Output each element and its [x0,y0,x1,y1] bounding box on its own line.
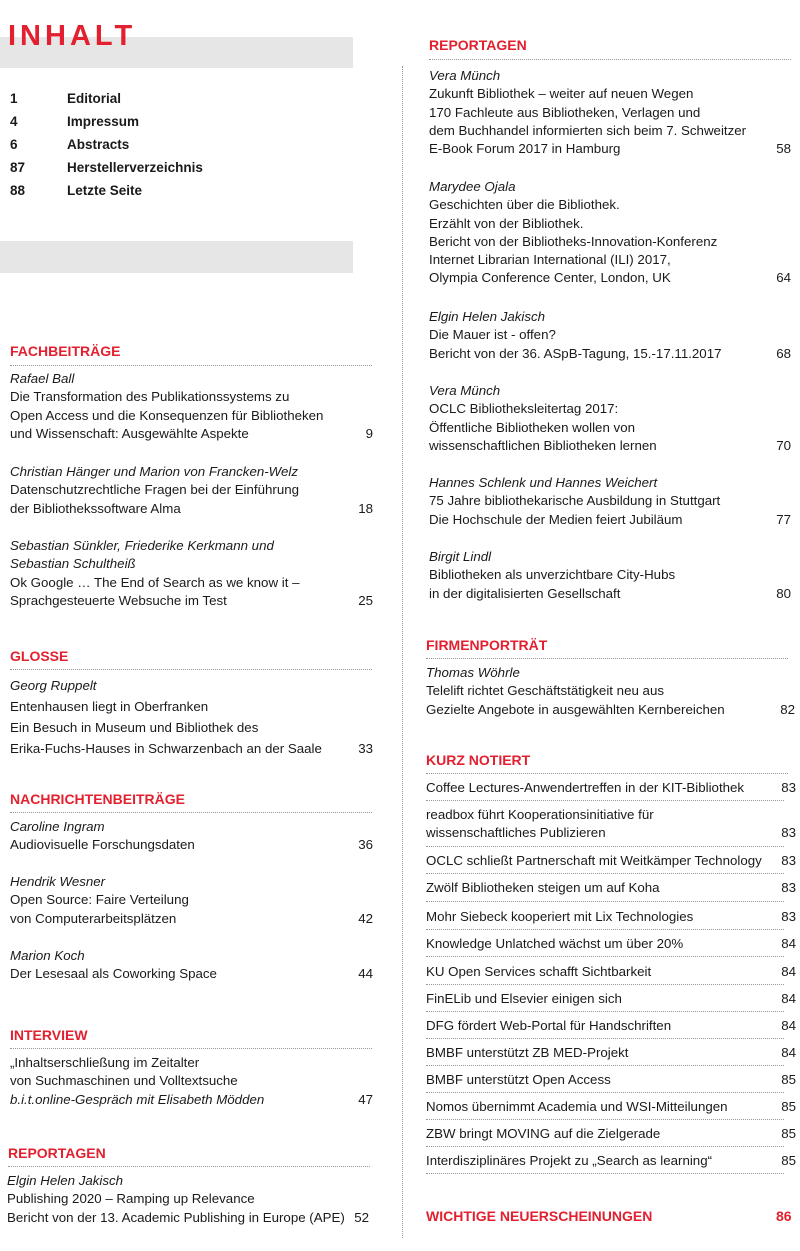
entry-title-line: von Computerarbeitsplätzen [10,910,177,926]
entry-title-line: 75 Jahre bibliothekarische Ausbildung in Stuttgart [429,493,721,509]
section-rule [10,1048,372,1049]
entry-title-line: Ein Besuch in Museum und Bibliothek des [10,720,259,735]
entry-page-number: 42 [358,910,373,926]
editorial-title: Impressum [67,114,140,129]
entry-title-line: Öffentliche Bibliotheken wollen von [429,419,635,435]
entry-author: Hannes Schlenk und Hannes Weichert [429,475,658,490]
entry-page-number: 9 [365,425,373,441]
section-heading-glosse: GLOSSE [10,648,69,664]
news-item-title: OCLC schließt Partnerschaft mit Weitkämper Technology [426,853,762,868]
entry-title-line: Erzählt von der Bibliothek. [429,215,584,231]
entry-title-line: von Suchmaschinen und Volltextsuche [10,1073,238,1089]
entry-author: Thomas Wöhrle [426,665,520,680]
toc-entry[interactable] [7,1172,369,1227]
section-heading-reportagen-left: REPORTAGEN [8,1145,106,1161]
editorial-item[interactable] [10,179,310,202]
item-rule [426,1173,784,1174]
news-item-title: Mohr Siebeck kooperiert mit Lix Technologies [426,909,694,924]
news-item-title: Nomos übernimmt Academia und WSI-Mitteilungen [426,1099,728,1114]
toc-entry[interactable] [10,1054,373,1109]
entry-page-number: 44 [358,966,373,982]
editorial-item[interactable] [10,87,310,110]
entry-page-number: 36 [358,837,373,853]
editorial-item[interactable] [10,133,310,156]
item-rule [426,1038,784,1039]
entry-title-line: Open Access und die Konsequenzen für Bibliotheken [10,407,324,423]
section-rule [10,812,372,813]
entry-title-line: E-Book Forum 2017 in Hamburg [429,141,621,157]
news-item-page: 83 [781,780,796,795]
item-rule [426,1119,784,1120]
entry-author: Rafael Ball [10,371,75,386]
entry-page-number: 64 [776,270,791,286]
news-item-title: FinELib und Elsevier einigen sich [426,991,622,1006]
editorial-page: 4 [10,114,18,129]
entry-author: Sebastian Schultheiß [10,556,136,572]
toc-entry[interactable] [10,463,373,518]
section-rule [8,1166,370,1167]
item-rule [426,956,784,957]
section-heading-nachrichten: NACHRICHTENBEITRÄGE [10,791,185,807]
toc-entry[interactable] [10,818,373,855]
section-rule [426,658,788,659]
entry-page-number: 80 [776,585,791,601]
entry-title-line: der Bibliothekssoftware Alma [10,500,181,516]
news-item[interactable] [426,1017,796,1035]
entry-title-line: „Inhaltserschließung im Zeitalter [10,1055,200,1070]
entry-author: Elgin Helen Jakisch [429,309,546,324]
news-item-page: 84 [781,1018,796,1033]
entry-author: Marion Koch [10,948,85,963]
entry-title-line: in der digitalisierten Gesellschaft [429,585,621,601]
toc-entry[interactable] [429,548,791,603]
editorial-item[interactable] [10,110,310,133]
entry-author: Georg Ruppelt [10,678,97,693]
item-rule [426,1146,784,1147]
entry-title-line: Der Lesesaal als Coworking Space [10,966,217,982]
entry-title-line: Telelift richtet Geschäftstätigkeit neu aus [426,683,664,699]
news-item[interactable] [426,1152,796,1170]
section-rule [426,773,788,774]
editorial-item[interactable] [10,156,310,179]
editorial-page: 6 [10,137,18,152]
news-item-page: 84 [781,1045,796,1060]
news-item-title: Knowledge Unlatched wächst um über 20% [426,936,684,951]
editorial-title: Letzte Seite [67,183,143,198]
news-item-title: Interdisziplinäres Projekt zu „Search as learning“ [426,1153,713,1168]
news-item-page: 84 [781,936,796,951]
toc-entry[interactable] [10,873,373,928]
news-item-title: wissenschaftliches Publizieren [426,825,606,841]
entry-author: Hendrik Wesner [10,874,106,889]
toc-entry[interactable] [10,537,373,610]
toc-entry[interactable] [429,382,791,455]
entry-title-line: Die Hochschule der Medien feiert Jubiläum [429,511,683,527]
entry-title-line: Internet Librarian International (ILI) 2017, [429,252,671,268]
item-rule [426,1092,784,1093]
news-item[interactable] [426,1098,796,1116]
news-item[interactable] [426,1125,796,1143]
toc-entry[interactable] [426,664,795,719]
entry-title-line: Audiovisuelle Forschungsdaten [10,837,195,853]
toc-entry[interactable] [10,947,373,984]
entry-page-number: 52 [354,1209,369,1225]
entry-title-line: Bibliotheken als unverzichtbare City-Hubs [429,567,676,583]
entry-title-line: Die Mauer ist - offen? [429,327,556,343]
entry-page-number: 47 [358,1091,373,1107]
entry-page-number: 70 [776,437,791,453]
entry-title-line: Open Source: Faire Verteilung [10,892,189,908]
column-divider [402,66,403,1238]
entry-page-number: 18 [358,500,373,516]
news-item-page: 83 [781,880,796,895]
news-item-page: 85 [781,1072,796,1087]
editorial-page: 88 [10,183,26,198]
section-rule [10,365,372,366]
entry-subtitle-line: b.i.t.online-Gespräch mit Elisabeth Mödden [10,1091,265,1107]
item-rule [426,901,784,902]
item-rule [426,1065,784,1066]
editorial-title: Herstellerverzeichnis [67,160,203,175]
news-item-title: BMBF unterstützt ZB MED-Projekt [426,1045,629,1060]
entry-title-line: dem Buchhandel informierten sich beim 7. Schweitzer [429,122,747,138]
divider-bar [0,241,353,273]
section-heading-interview: INTERVIEW [10,1027,88,1043]
news-item-title: BMBF unterstützt Open Access [426,1072,611,1087]
entry-page-number: 25 [358,592,373,608]
news-item-title: Coffee Lectures-Anwendertreffen in der KIT-Bibliothek [426,780,745,795]
news-item-page: 85 [781,1126,796,1141]
editorial-title: Editorial [67,91,122,106]
toc-entry[interactable] [429,178,791,288]
entry-title-line: Die Transformation des Publikationssystems zu [10,389,290,405]
entry-title-line: 170 Fachleute aus Bibliotheken, Verlagen und [429,104,701,120]
entry-title-line: Gezielte Angebote in ausgewählten Kernbereichen [426,701,725,717]
item-rule [426,846,784,847]
section-rule [10,669,372,670]
editorial-page: 87 [10,160,26,175]
entry-title-line: Bericht von der 36. ASpB-Tagung, 15.-17.11.2017 [429,345,722,361]
entry-title-line: und Wissenschaft: Ausgewählte Aspekte [10,425,249,441]
item-rule [426,984,784,985]
editorial-page: 1 [10,91,18,106]
entry-title-line: Ok Google … The End of Search as we know it – [10,574,300,590]
item-rule [426,873,784,874]
item-rule [426,929,784,930]
entry-title-line: Zukunft Bibliothek – weiter auf neuen Wegen [429,86,694,102]
entry-author: Caroline Ingram [10,819,105,834]
entry-page-number: 33 [358,741,373,756]
entry-author: Vera Münch [429,68,501,83]
entry-page-number: 82 [780,701,795,717]
news-item[interactable] [426,990,796,1008]
toc-entry[interactable] [10,675,373,759]
toc-entry[interactable] [429,308,791,363]
entry-title-line: Olympia Conference Center, London, UK [429,270,671,286]
entry-author: Vera Münch [429,383,501,398]
news-item[interactable] [426,879,796,897]
news-item-title: DFG fördert Web-Portal für Handschriften [426,1018,672,1033]
news-item-page: 85 [781,1099,796,1114]
section-rule [429,59,791,60]
item-rule [426,800,784,801]
news-item-title: readbox führt Kooperationsinitiative für [426,807,654,822]
entry-page-number: 68 [776,345,791,361]
news-item-title: Zwölf Bibliotheken steigen um auf Koha [426,880,660,895]
entry-page-number: 58 [776,141,791,157]
item-rule [426,1011,784,1012]
news-item[interactable] [426,1071,796,1089]
entry-page-number: 77 [776,511,791,527]
entry-title-line: wissenschaftlichen Bibliotheken lernen [429,437,657,453]
entry-title-line: Bericht von der Bibliotheks-Innovation-Konferenz [429,233,718,249]
news-item[interactable] [426,852,796,870]
section-heading-fachbeitraege: FACHBEITRÄGE [10,343,121,359]
toc-entry[interactable] [429,67,791,158]
news-item-title: KU Open Services schafft Sichtbarkeit [426,964,652,979]
entry-title-line: Bericht von der 13. Academic Publishing in Europe (APE) [7,1209,345,1225]
entry-title-line: Erika-Fuchs-Hauses in Schwarzenbach an der Saale [10,741,322,756]
news-item[interactable] [426,963,796,981]
section-heading-firmenportraet: FIRMENPORTRÄT [426,637,548,653]
entry-title-line: Geschichten über die Bibliothek. [429,197,620,213]
news-item-title: ZBW bringt MOVING auf die Zielgerade [426,1126,661,1141]
entry-title-line: Sprachgesteuerte Websuche im Test [10,592,227,608]
entry-title-line: Publishing 2020 – Ramping up Relevance [7,1191,255,1207]
entry-title-line: Entenhausen liegt in Oberfranken [10,699,209,714]
news-item[interactable] [426,1044,796,1062]
neuerscheinungen-page: 86 [776,1208,792,1224]
section-heading-reportagen-right: REPORTAGEN [429,37,527,53]
entry-title-line: Datenschutzrechtliche Fragen bei der Einführung [10,482,300,498]
toc-entry[interactable] [10,370,373,443]
news-item-page: 83 [781,909,796,924]
section-heading-kurz-notiert: KURZ NOTIERT [426,752,531,768]
entry-author: Sebastian Sünkler, Friederike Kerkmann und [10,538,274,553]
news-item-page: 84 [781,991,796,1006]
entry-author: Birgit Lindl [429,549,492,564]
news-item[interactable] [426,806,796,843]
news-item-page: 83 [781,853,796,868]
section-heading-neuerscheinungen[interactable]: WICHTIGE NEUERSCHEINUNGEN [426,1208,653,1224]
news-item[interactable] [426,779,796,797]
entry-author: Christian Hänger und Marion von Francken-Welz [10,464,298,479]
toc-entry[interactable] [429,474,791,529]
entry-author: Marydee Ojala [429,179,516,194]
news-item[interactable] [426,908,796,926]
news-item-page: 85 [781,1153,796,1168]
entry-title-line: OCLC Bibliotheksleitertag 2017: [429,401,619,417]
news-item-page: 84 [781,964,796,979]
news-item-page: 83 [781,825,796,841]
news-item[interactable] [426,935,796,953]
page-title: INHALT [8,20,137,52]
entry-author: Elgin Helen Jakisch [7,1173,124,1188]
editorial-title: Abstracts [67,137,130,152]
